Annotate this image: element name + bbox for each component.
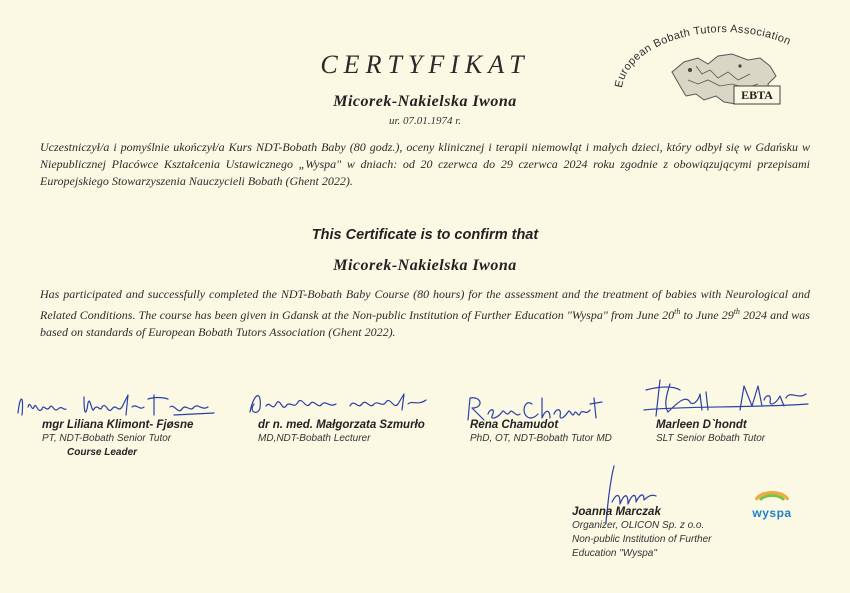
certificate-title: CERTYFIKAT [320,50,530,79]
signatory-name: Rena Chamudot [470,419,559,431]
signatory-role-2: Non-public Institution of Further [572,534,712,545]
signatory-role-3: Education "Wyspa" [572,548,657,559]
english-statement [40,286,810,341]
signatory-klimont [42,418,242,460]
english-sup-1: th [674,307,681,316]
wyspa-mark-icon [744,488,800,502]
ebta-ring-text: European Bobath Tutors Association [612,23,793,89]
signatory-role: Organizer, OLICON Sp. z o.o. [572,520,705,531]
signatory-name: mgr Liliana Klimont- Fjøsne [42,419,194,431]
ebta-badge: EBTA [741,88,773,102]
english-sup-2: th [733,307,740,316]
signatory-name: dr n. med. Małgorzata Szmurło [258,419,425,431]
english-text-a: Has participated and successfully completed the NDT-Bobath Baby Course (80 hours) for the assessment and the treatment of babies with Neurological and Related Conditions. The course has been given in Gdansk at the Non-public Institution of Further Education "Wyspa" from June 20 [40,287,810,322]
birth-date: ur. 07.01.1974 r. [388,115,462,127]
polish-statement: Uczestniczył/a i pomyślnie ukończył/a Kurs NDT-Bobath Baby (80 godz.), oceny klinicznej i terapii niemowląt i małych dzieci, który odbył się w Gdańsku w Niepublicznej Placówce Kształcenia Ustawicznego „Wyspa" w dniach: od 20 czerwca do 29 czerwca 2024 roku zgodnie z obowiązującymi przepisami Europejskiego Stowarzyszenia Nauczycieli Bobath (Ghent 2022). [40,140,810,188]
signatory-chamudot [470,418,650,446]
wyspa-logo-text: wyspa [752,506,792,520]
english-text-b: to June 29 [680,308,734,322]
signatory-role: SLT Senior Bobath Tutor [656,433,766,444]
signatory-dhondt [656,418,826,446]
signatory-name: Marleen D`hondt [656,419,747,431]
signatory-szmurlo [258,418,458,446]
signatory-role: PT, NDT-Bobath Senior Tutor [42,433,172,444]
signatory-name: Joanna Marczak [572,506,661,518]
signature-szmurlo [240,382,440,422]
wyspa-logo [744,487,800,520]
signature-dhondt [640,376,810,422]
english-text-c: 2024 and was based on standards of European Bobath Tutors Association (Ghent 2022). [40,308,810,339]
signatory-role: MD,NDT-Bobath Lecturer [258,433,371,444]
participant-name-top: Micorek-Nakielska Iwona [333,93,517,110]
signatory-role: PhD, OT, NDT-Bobath Tutor MD [470,433,612,444]
confirm-heading: This Certificate is to confirm that [311,227,539,243]
signatory-role-2: Course Leader [67,447,138,458]
participant-name-bottom: Micorek-Nakielska Iwona [333,257,517,274]
signatory-marczak [572,505,752,561]
